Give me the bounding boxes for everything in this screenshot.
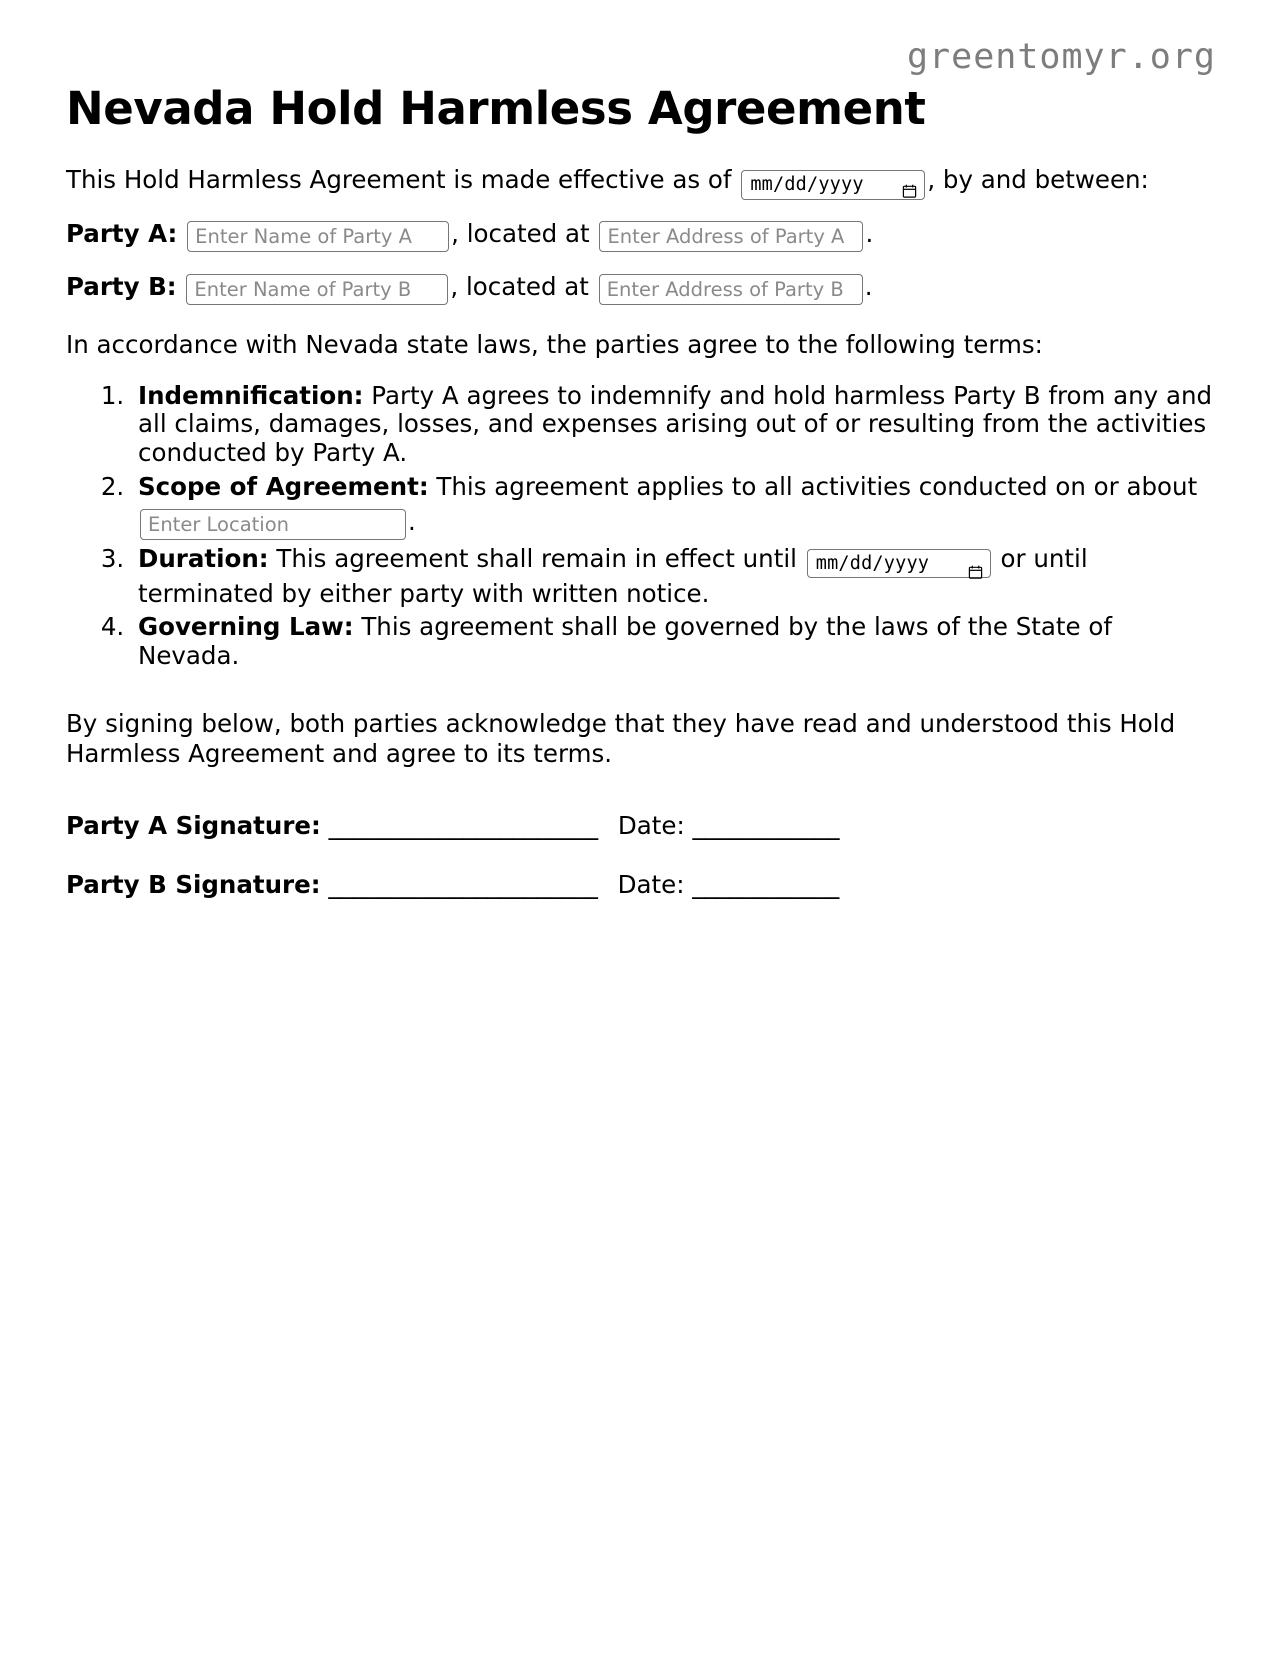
accordance-paragraph: In accordance with Nevada state laws, the parties agree to the following terms: <box>66 329 1043 359</box>
signing-statement: By signing below, both parties acknowledge that they have read and understood this Hold Harmless Agreement and agree to its terms. <box>66 709 1176 768</box>
party-a-signature-row <box>66 812 1216 841</box>
effective-date-paragraph <box>66 166 1216 197</box>
calendar-icon[interactable] <box>968 555 983 571</box>
party-b-signature-label: Party B Signature: <box>66 869 321 899</box>
term-3-text-before: This agreement shall remain in effect until <box>268 543 797 573</box>
term-1-text: Party A agrees to indemnify and hold harmless Party B from any and all claims, damages, losses, and expenses arising out of or resulting from the activities conducted by Party A. <box>138 380 1213 468</box>
term-3-text-after: or until terminated by either party with written notice. <box>138 543 1088 608</box>
signature-block <box>66 812 1216 900</box>
term-4-title: Governing Law: <box>138 612 354 642</box>
term-4-text: This agreement shall be governed by the laws of the State of Nevada. <box>138 612 1113 671</box>
page-title: Nevada Hold Harmless Agreement <box>66 82 926 135</box>
term-duration <box>132 542 1216 612</box>
party-b-date-line[interactable]: ____________ <box>692 869 840 899</box>
term-3-title: Duration: <box>138 543 269 573</box>
party-b-signature-line[interactable]: ______________________ <box>328 869 598 899</box>
duration-date-input[interactable] <box>807 549 991 578</box>
term-indemnification <box>132 382 1216 469</box>
party-a-signature-line[interactable]: ______________________ <box>328 811 599 840</box>
party-b-label: Party B: <box>66 271 177 301</box>
term-scope-of-agreement <box>132 470 1216 540</box>
party-a-date-label: Date: <box>617 811 685 840</box>
party-a-name-input[interactable] <box>187 221 449 252</box>
party-b-signature-row <box>66 871 1216 900</box>
effective-date-input[interactable] <box>741 170 925 199</box>
party-a-label: Party A: <box>66 218 178 248</box>
term-governing-law <box>132 613 1216 671</box>
site-watermark: greentomyr.org <box>906 37 1216 77</box>
intro-text-after-date: , by and between: <box>927 165 1149 195</box>
party-b-address-input[interactable] <box>599 274 863 305</box>
term-2-text-before: This agreement applies to all activities conducted on or about <box>428 472 1198 502</box>
party-a-located-at: , located at <box>451 218 590 248</box>
duration-date-placeholder: mm/dd/yyyy <box>815 552 930 574</box>
party-a-row <box>66 220 1216 251</box>
term-1-title: Indemnification: <box>138 380 364 410</box>
party-b-date-label: Date: <box>617 869 685 899</box>
party-a-date-line[interactable]: ____________ <box>692 811 840 840</box>
party-a-signature-label: Party A Signature: <box>66 811 321 840</box>
calendar-icon[interactable] <box>902 177 917 193</box>
party-b-located-at: , located at <box>450 271 589 301</box>
intro-text-before-date: This Hold Harmless Agreement is made effective as of <box>66 165 732 195</box>
term-2-text-after: . <box>408 507 416 537</box>
location-input[interactable] <box>140 509 406 540</box>
party-b-row <box>66 273 1216 304</box>
party-b-name-input[interactable] <box>186 274 448 305</box>
term-2-title: Scope of Agreement: <box>138 472 429 502</box>
terms-list <box>66 382 1216 672</box>
party-a-period: . <box>865 218 874 248</box>
party-b-period: . <box>864 271 873 301</box>
party-a-address-input[interactable] <box>599 221 863 252</box>
effective-date-placeholder: mm/dd/yyyy <box>750 174 864 196</box>
